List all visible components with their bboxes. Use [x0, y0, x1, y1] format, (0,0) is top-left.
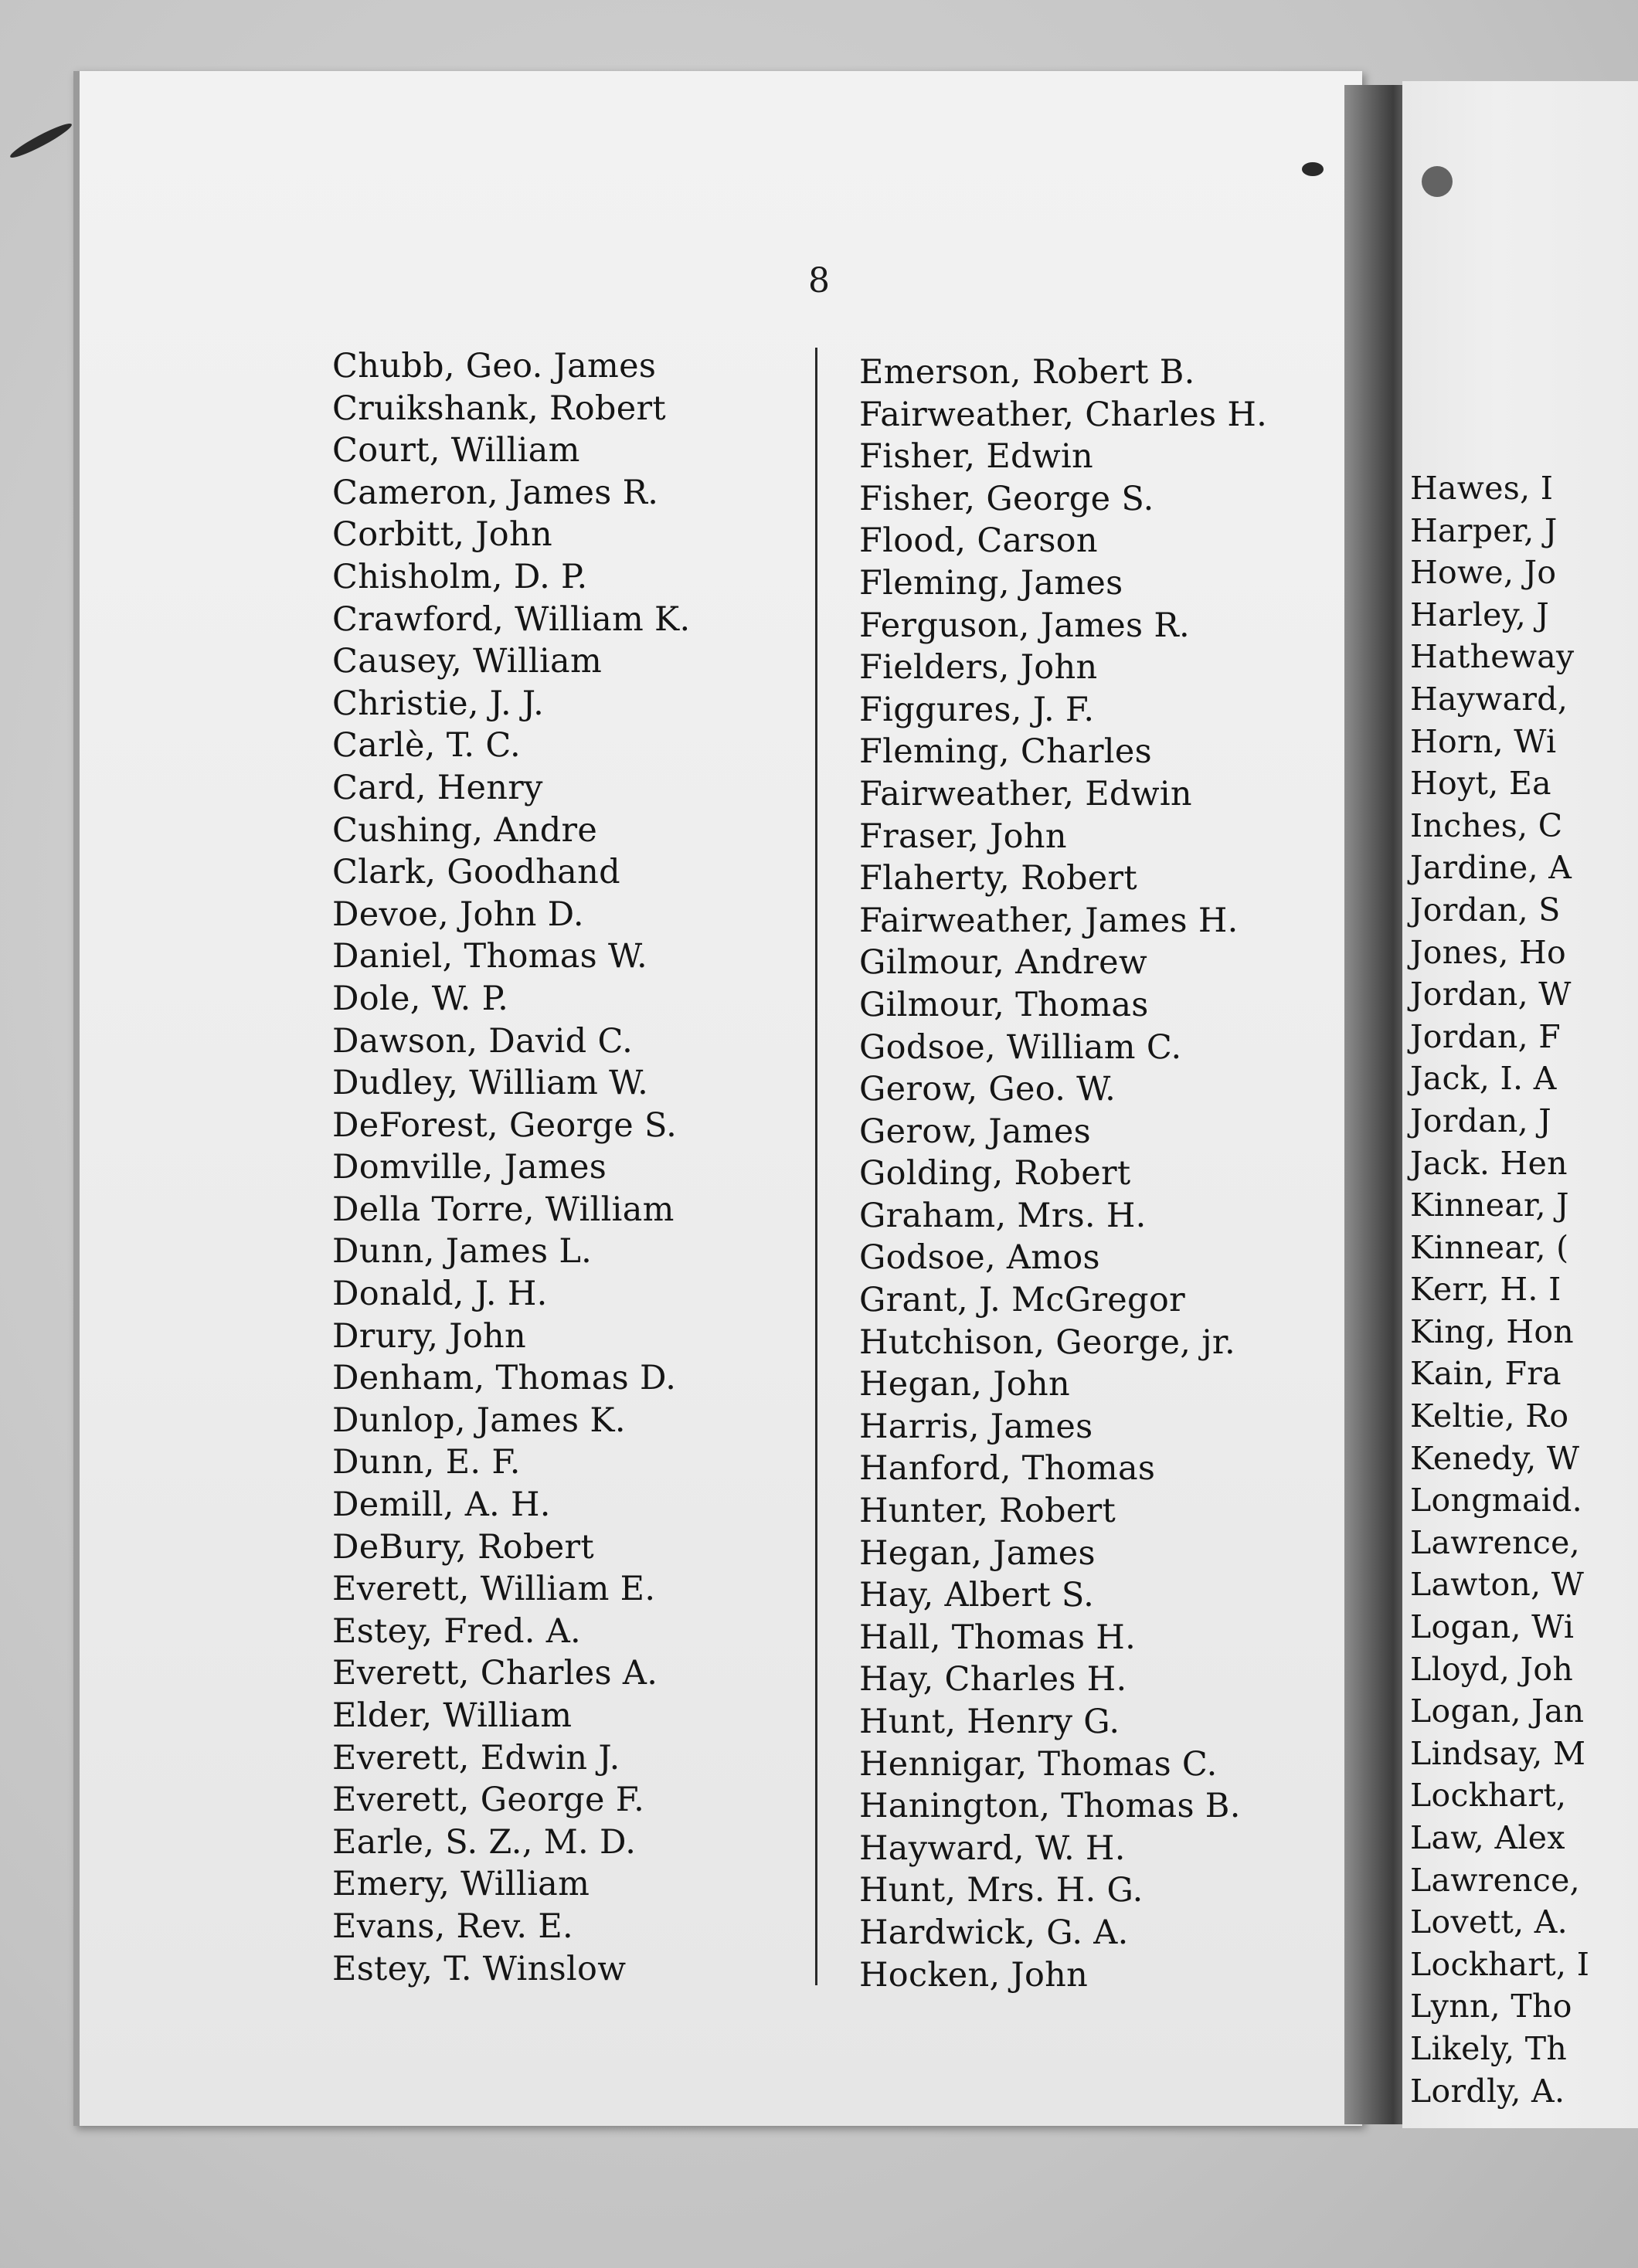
directory-entry: Corbitt, John	[332, 515, 552, 555]
directory-entry-partial: Keltie, Ro	[1410, 1397, 1569, 1435]
directory-entry-partial: Hoyt, Ea	[1410, 765, 1551, 803]
directory-entry: Figgures, J. F.	[859, 690, 1095, 729]
page-number: 8	[808, 261, 830, 300]
directory-entry-partial: Jordan, W	[1410, 976, 1572, 1013]
directory-entry: Gerow, James	[859, 1112, 1092, 1151]
directory-entry: Hay, Charles H.	[859, 1660, 1127, 1699]
directory-entry: Hennigar, Thomas C.	[859, 1744, 1218, 1784]
directory-entry-partial: Jones, Ho	[1410, 933, 1567, 971]
directory-entry: Flood, Carson	[859, 521, 1098, 561]
directory-entry: Everett, Charles A.	[332, 1654, 658, 1693]
directory-entry: Clark, Goodhand	[332, 853, 620, 892]
directory-entry: Demill, A. H.	[332, 1485, 551, 1525]
directory-entry-partial: Lovett, A.	[1410, 1903, 1568, 1941]
directory-entry: Golding, Robert	[859, 1154, 1131, 1193]
name-column-2	[859, 351, 1267, 1996]
directory-entry: Hunter, Robert	[859, 1492, 1116, 1531]
directory-entry: Flaherty, Robert	[859, 859, 1137, 898]
directory-entry: Denham, Thomas D.	[332, 1359, 677, 1398]
directory-entry-partial: Kenedy, W	[1410, 1439, 1580, 1477]
directory-entry: Causey, William	[332, 642, 603, 681]
directory-entry: Donald, J. H.	[332, 1275, 548, 1314]
directory-entry: Everett, William E.	[332, 1570, 656, 1609]
directory-entry: Harris, James	[859, 1407, 1093, 1446]
ink-mark	[1422, 166, 1453, 197]
directory-entry: Fisher, Edwin	[859, 437, 1094, 477]
directory-entry-partial: Logan, Wi	[1410, 1608, 1575, 1646]
name-column-3	[1402, 467, 1589, 2112]
directory-entry-partial: Lloyd, Joh	[1410, 1650, 1574, 1688]
directory-entry: Dudley, William W.	[332, 1064, 649, 1103]
directory-entry: Elder, William	[332, 1696, 573, 1735]
directory-entry-partial: Lockhart, I	[1410, 1945, 1590, 1983]
directory-entry: Estey, T. Winslow	[332, 1949, 627, 1988]
directory-entry: Gilmour, Andrew	[859, 943, 1147, 983]
directory-entry-partial: Lawrence,	[1410, 1523, 1580, 1561]
directory-entry: Dunn, E. F.	[332, 1443, 521, 1482]
directory-entry-partial: Jordan, F	[1410, 1017, 1562, 1055]
directory-entry-partial: Law, Alex	[1410, 1819, 1565, 1856]
directory-entry: Hanington, Thomas B.	[859, 1787, 1241, 1826]
directory-entry: Everett, George F.	[332, 1781, 645, 1820]
directory-entry: Hall, Thomas H.	[859, 1618, 1137, 1657]
directory-entry: DeBury, Robert	[332, 1527, 594, 1567]
directory-entry: Carlè, T. C.	[332, 726, 521, 766]
directory-entry-partial: Harley, J	[1410, 596, 1550, 633]
directory-entry: Christie, J. J.	[332, 684, 545, 723]
directory-entry-partial: Kinnear, J	[1410, 1187, 1569, 1224]
directory-entry: Crawford, William K.	[332, 599, 691, 639]
directory-entry: DeForest, George S.	[332, 1105, 678, 1145]
directory-entry: Cruikshank, Robert	[332, 389, 666, 428]
directory-entry: Emery, William	[332, 1865, 590, 1904]
directory-entry-partial: Lynn, Tho	[1410, 1988, 1572, 2025]
directory-entry-partial: Lawton, W	[1410, 1566, 1585, 1604]
directory-entry-partial: King, Hon	[1410, 1312, 1575, 1350]
directory-entry-partial: Jack, I. A	[1410, 1060, 1557, 1098]
directory-entry: Fleming, Charles	[859, 732, 1152, 772]
directory-entry: Hayward, W. H.	[859, 1828, 1126, 1868]
directory-entry-partial: Lawrence,	[1410, 1861, 1580, 1899]
directory-entry: Chubb, Geo. James	[332, 347, 657, 385]
directory-entry-partial: Jardine, A	[1410, 849, 1572, 887]
directory-entry: Gilmour, Thomas	[859, 985, 1149, 1024]
directory-entry: Cameron, James R.	[332, 473, 659, 512]
right-page	[1402, 81, 1638, 2128]
directory-entry: Emerson, Robert B.	[859, 353, 1195, 392]
directory-entry-partial: Jack. Hen	[1410, 1144, 1568, 1182]
directory-entry: Fairweather, Edwin	[859, 774, 1192, 813]
directory-entry: Domville, James	[332, 1148, 607, 1187]
directory-entry: Dawson, David C.	[332, 1021, 634, 1061]
directory-entry: Fleming, James	[859, 563, 1123, 603]
directory-entry: Fairweather, James H.	[859, 901, 1239, 940]
directory-entry: Fisher, George S.	[859, 479, 1154, 518]
directory-entry: Estey, Fred. A.	[332, 1611, 582, 1651]
directory-entry-partial: Kain, Fra	[1410, 1355, 1562, 1393]
directory-entry: Dunlop, James K.	[332, 1401, 626, 1440]
directory-entry: Gerow, Geo. W.	[859, 1070, 1116, 1109]
directory-entry-partial: Harper, J	[1410, 511, 1558, 549]
directory-entry-partial: Hawes, I	[1410, 470, 1554, 507]
directory-entry: Godsoe, William C.	[859, 1027, 1182, 1067]
directory-entry: Everett, Edwin J.	[332, 1738, 620, 1777]
column-divider	[815, 348, 817, 1985]
directory-entry: Dole, W. P.	[332, 979, 509, 1018]
directory-entry-partial: Lindsay, M	[1410, 1734, 1586, 1772]
directory-entry: Grant, J. McGregor	[859, 1281, 1185, 1320]
directory-entry-partial: Kerr, H. I	[1410, 1271, 1562, 1309]
directory-entry: Chisholm, D. P.	[332, 557, 588, 596]
directory-entry: Drury, John	[332, 1316, 527, 1356]
directory-entry: Hanford, Thomas	[859, 1449, 1156, 1489]
directory-entry-partial: Howe, Jo	[1410, 554, 1557, 592]
directory-entry-partial: Kinnear, (	[1410, 1228, 1569, 1266]
directory-entry: Fairweather, Charles H.	[859, 395, 1268, 434]
name-column-1	[332, 345, 690, 1990]
directory-entry: Graham, Mrs. H.	[859, 1196, 1147, 1235]
directory-entry: Hay, Albert S.	[859, 1576, 1095, 1615]
directory-entry-partial: Logan, Jan	[1410, 1693, 1585, 1730]
directory-entry-partial: Lordly, A.	[1410, 2072, 1565, 2110]
directory-entry-partial: Hayward,	[1410, 680, 1568, 718]
directory-entry: Hardwick, G. A.	[859, 1913, 1129, 1952]
directory-entry: Hunt, Mrs. H. G.	[859, 1871, 1144, 1910]
directory-entry: Ferguson, James R.	[859, 606, 1190, 645]
directory-entry: Earle, S. Z., M. D.	[332, 1822, 637, 1862]
directory-entry-partial: Jordan, S	[1410, 891, 1561, 929]
directory-entry-partial: Hatheway	[1410, 638, 1575, 676]
directory-entry-partial: Likely, Th	[1410, 2029, 1568, 2067]
directory-entry: Card, Henry	[332, 768, 543, 807]
directory-entry: Hocken, John	[859, 1955, 1089, 1995]
ink-mark	[1302, 162, 1324, 176]
directory-entry: Hutchison, George, jr.	[859, 1322, 1235, 1362]
directory-entry-partial: Jordan, J	[1410, 1102, 1552, 1139]
directory-entry: Daniel, Thomas W.	[332, 937, 647, 976]
directory-entry: Della Torre, William	[332, 1190, 675, 1229]
directory-entry: Evans, Rev. E.	[332, 1906, 574, 1946]
directory-entry: Hunt, Henry G.	[859, 1703, 1120, 1741]
directory-entry: Cushing, Andre	[332, 810, 598, 850]
directory-entry: Hegan, James	[859, 1533, 1096, 1573]
directory-entry-partial: Horn, Wi	[1410, 722, 1557, 760]
directory-entry: Fraser, John	[859, 817, 1067, 856]
directory-entry-partial: Lockhart,	[1410, 1777, 1567, 1815]
directory-entry: Godsoe, Amos	[859, 1238, 1100, 1278]
directory-entry: Hegan, John	[859, 1365, 1070, 1404]
directory-entry: Dunn, James L.	[332, 1232, 593, 1272]
directory-entry-partial: Longmaid.	[1410, 1482, 1582, 1519]
directory-entry: Devoe, John D.	[332, 895, 584, 934]
directory-entry-partial: Inches, C	[1410, 806, 1563, 844]
directory-entry: Court, William	[332, 431, 580, 470]
directory-entry: Fielders, John	[859, 648, 1098, 688]
